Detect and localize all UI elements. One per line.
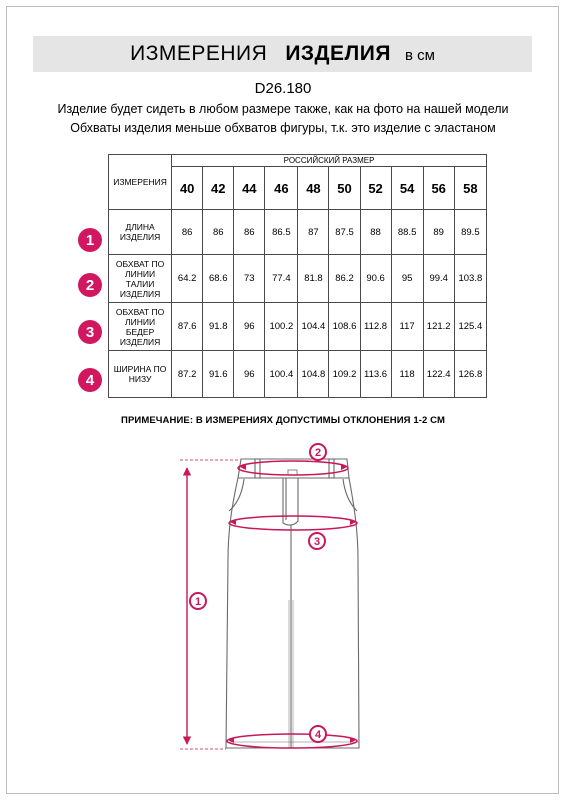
table-cell: 87.2: [172, 351, 203, 398]
size-header: 42: [203, 167, 234, 210]
row-number-badge: 3: [78, 320, 102, 344]
table-cell: 81.8: [298, 255, 329, 303]
table-cell: 104.8: [298, 351, 329, 398]
table-cell: 125.4: [454, 303, 486, 351]
table-cell: 96: [234, 303, 265, 351]
size-header: 52: [360, 167, 391, 210]
table-cell: 86: [203, 210, 234, 255]
table-cell: 86: [234, 210, 265, 255]
marker-length: 1: [194, 596, 202, 608]
tolerance-note: ПРИМЕЧАНИЕ: В ИЗМЕРЕНИЯХ ДОПУСТИМЫ ОТКЛОНЕНИЯ 1-2 СМ: [121, 415, 445, 426]
table-cell: 87.6: [172, 303, 203, 351]
table-corner-label: ИЗМЕРЕНИЯ: [109, 155, 172, 210]
table-cell: 99.4: [423, 255, 454, 303]
title-word-measurements: ИЗМЕРЕНИЯ: [130, 42, 268, 65]
table-cell: 121.2: [423, 303, 454, 351]
size-header: 44: [234, 167, 265, 210]
table-cell: 103.8: [454, 255, 486, 303]
title-unit: в см: [404, 46, 435, 64]
table-cell: 88: [360, 210, 391, 255]
title-word-item: ИЗДЕЛИЯ: [285, 42, 391, 65]
table-cell: 96: [234, 351, 265, 398]
row-number-badge: 4: [78, 368, 102, 392]
marker-hem: 4: [314, 729, 322, 741]
size-header: 40: [172, 167, 203, 210]
hem-measurement: [227, 726, 357, 748]
table-cell: 64.2: [172, 255, 203, 303]
table-cell: 117: [391, 303, 423, 351]
article-code: D26.180: [254, 80, 312, 97]
table-cell: 100.4: [265, 351, 298, 398]
table-cell: 112.8: [360, 303, 391, 351]
length-measurement: [180, 460, 240, 749]
marker-waist: 2: [314, 447, 322, 459]
table-cell: 100.2: [265, 303, 298, 351]
table-cell: 89: [423, 210, 454, 255]
table-cell: 113.6: [360, 351, 391, 398]
table-cell: 77.4: [265, 255, 298, 303]
table-cell: 86: [172, 210, 203, 255]
row-number-badge: 2: [78, 273, 102, 297]
table-cell: 90.6: [360, 255, 391, 303]
table-cell: 126.8: [454, 351, 486, 398]
table-cell: 91.6: [203, 351, 234, 398]
size-header: 50: [329, 167, 360, 210]
table-cell: 122.4: [423, 351, 454, 398]
row-label: ДЛИНА ИЗДЕЛИЯ: [109, 210, 172, 255]
info-line-elastane: Обхваты изделия меньше обхватов фигуры, т.к. это изделие с эластаном: [70, 121, 496, 135]
size-header: 48: [298, 167, 329, 210]
info-line-fit: Изделие будет сидеть в любом размере также, как на фото на нашей модели: [57, 102, 509, 116]
table-cell: 88.5: [391, 210, 423, 255]
trousers-outline: [226, 459, 359, 748]
table-cell: 73: [234, 255, 265, 303]
row-label: ШИРИНА ПО НИЗУ: [109, 351, 172, 398]
row-label: ОБХВАТ ПО ЛИНИИ БЕДЕР ИЗДЕЛИЯ: [109, 303, 172, 351]
table-cell: 118: [391, 351, 423, 398]
hips-measurement: [229, 516, 357, 549]
table-cell: 87: [298, 210, 329, 255]
table-cell: 91.8: [203, 303, 234, 351]
row-number-badge: 1: [78, 228, 102, 252]
size-header: 46: [265, 167, 298, 210]
size-group-label: РОССИЙСКИЙ РАЗМЕР: [172, 155, 487, 167]
table-cell: 109.2: [329, 351, 360, 398]
table-cell: 86.5: [265, 210, 298, 255]
table-cell: 108.6: [329, 303, 360, 351]
size-header: 56: [423, 167, 454, 210]
table-cell: 95: [391, 255, 423, 303]
table-cell: 104.4: [298, 303, 329, 351]
marker-hips: 3: [313, 536, 321, 548]
table-cell: 68.6: [203, 255, 234, 303]
table-cell: 86.2: [329, 255, 360, 303]
table-cell: 89.5: [454, 210, 486, 255]
size-header: 54: [391, 167, 423, 210]
table-cell: 87.5: [329, 210, 360, 255]
row-label: ОБХВАТ ПО ЛИНИИ ТАЛИИ ИЗДЕЛИЯ: [109, 255, 172, 303]
size-header: 58: [454, 167, 486, 210]
